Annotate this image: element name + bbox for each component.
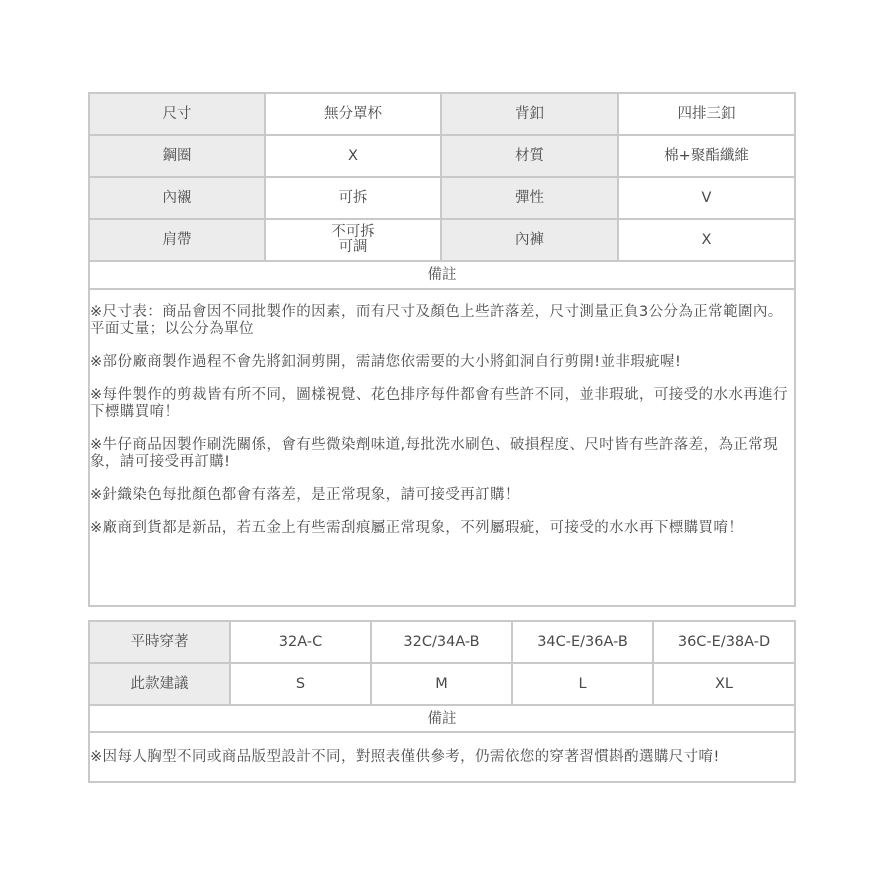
spec-value-lining: 可拆 [265,177,441,219]
spec-row [89,93,795,135]
spec-value-strap: 不可拆 可調 [265,219,441,261]
size-table [88,620,796,783]
remark-item: ※廠商到貨都是新品，若五金上有些需刮痕屬正常現象，不列屬瑕疵，可接受的水水再下標購買唷！ [90,520,744,536]
size-suggest-row [89,663,795,705]
remarks-header: 備註 [89,261,795,289]
size-suggest-2: M [371,663,512,705]
remark-item: ※牛仔商品因製作刷洗關係，會有些微染劑味道,每批洗水刷色、破損程度、尺吋皆有些許落差，為正常現象，請可接受再訂購! [90,437,779,470]
remark-item: ※部份廠商製作過程不會先將釦洞剪開，需請您依需要的大小將釦洞自行剪開!並非瑕疵喔! [90,354,682,370]
remarks-body [89,289,795,606]
size-suggest-3: L [512,663,653,705]
spec-value-underwire: X [265,135,441,177]
size-remarks-header-row [89,705,795,732]
spec-table [88,92,796,607]
size-usual-1: 32A-C [230,621,371,663]
remark-item: ※針織染色每批顏色都會有落差，是正常現象，請可接受再訂購！ [90,487,520,503]
spec-row [89,135,795,177]
spec-value-material: 棉+聚酯纖維 [618,135,795,177]
spec-value-panty: X [618,219,795,261]
size-remarks-row [89,732,795,782]
spec-label-underwire: 鋼圈 [89,135,265,177]
size-usual-3: 34C-E/36A-B [512,621,653,663]
remark-item: ※每件製作的剪裁皆有所不同，圖樣視覺、花色排序每件都會有些許不同，並非瑕玼，可接受的水水再進行下標購買唷！ [90,387,788,420]
remark-item: ※尺寸表：商品會因不同批製作的因素，而有尺寸及顏色上些許落差，尺寸測量正負3公分為正常範圍內。 平面丈量；以公分為單位 [90,304,783,337]
spec-value-elasticity: V [618,177,795,219]
spec-label-elasticity: 彈性 [441,177,618,219]
size-suggest-1: S [230,663,371,705]
size-header-row [89,621,795,663]
spec-value-back-hook: 四排三釦 [618,93,795,135]
spec-label-size: 尺寸 [89,93,265,135]
spec-value-size: 無分罩杯 [265,93,441,135]
spec-label-lining: 內襯 [89,177,265,219]
spec-label-panty: 內褲 [441,219,618,261]
spec-remarks-header-row [89,261,795,289]
spec-row [89,219,795,261]
size-label-usual: 平時穿著 [89,621,230,663]
spec-label-strap: 肩帶 [89,219,265,261]
size-usual-4: 36C-E/38A-D [653,621,795,663]
size-suggest-4: XL [653,663,795,705]
spec-label-material: 材質 [441,135,618,177]
spec-row [89,177,795,219]
size-remark: ※因每人胸型不同或商品版型設計不同，對照表僅供參考，仍需依您的穿著習慣斟酌選購尺寸唷! [89,732,795,782]
size-usual-2: 32C/34A-B [371,621,512,663]
spec-label-back-hook: 背釦 [441,93,618,135]
size-label-suggest: 此款建議 [89,663,230,705]
spec-remarks-row [89,289,795,606]
size-remarks-header: 備註 [89,705,795,732]
